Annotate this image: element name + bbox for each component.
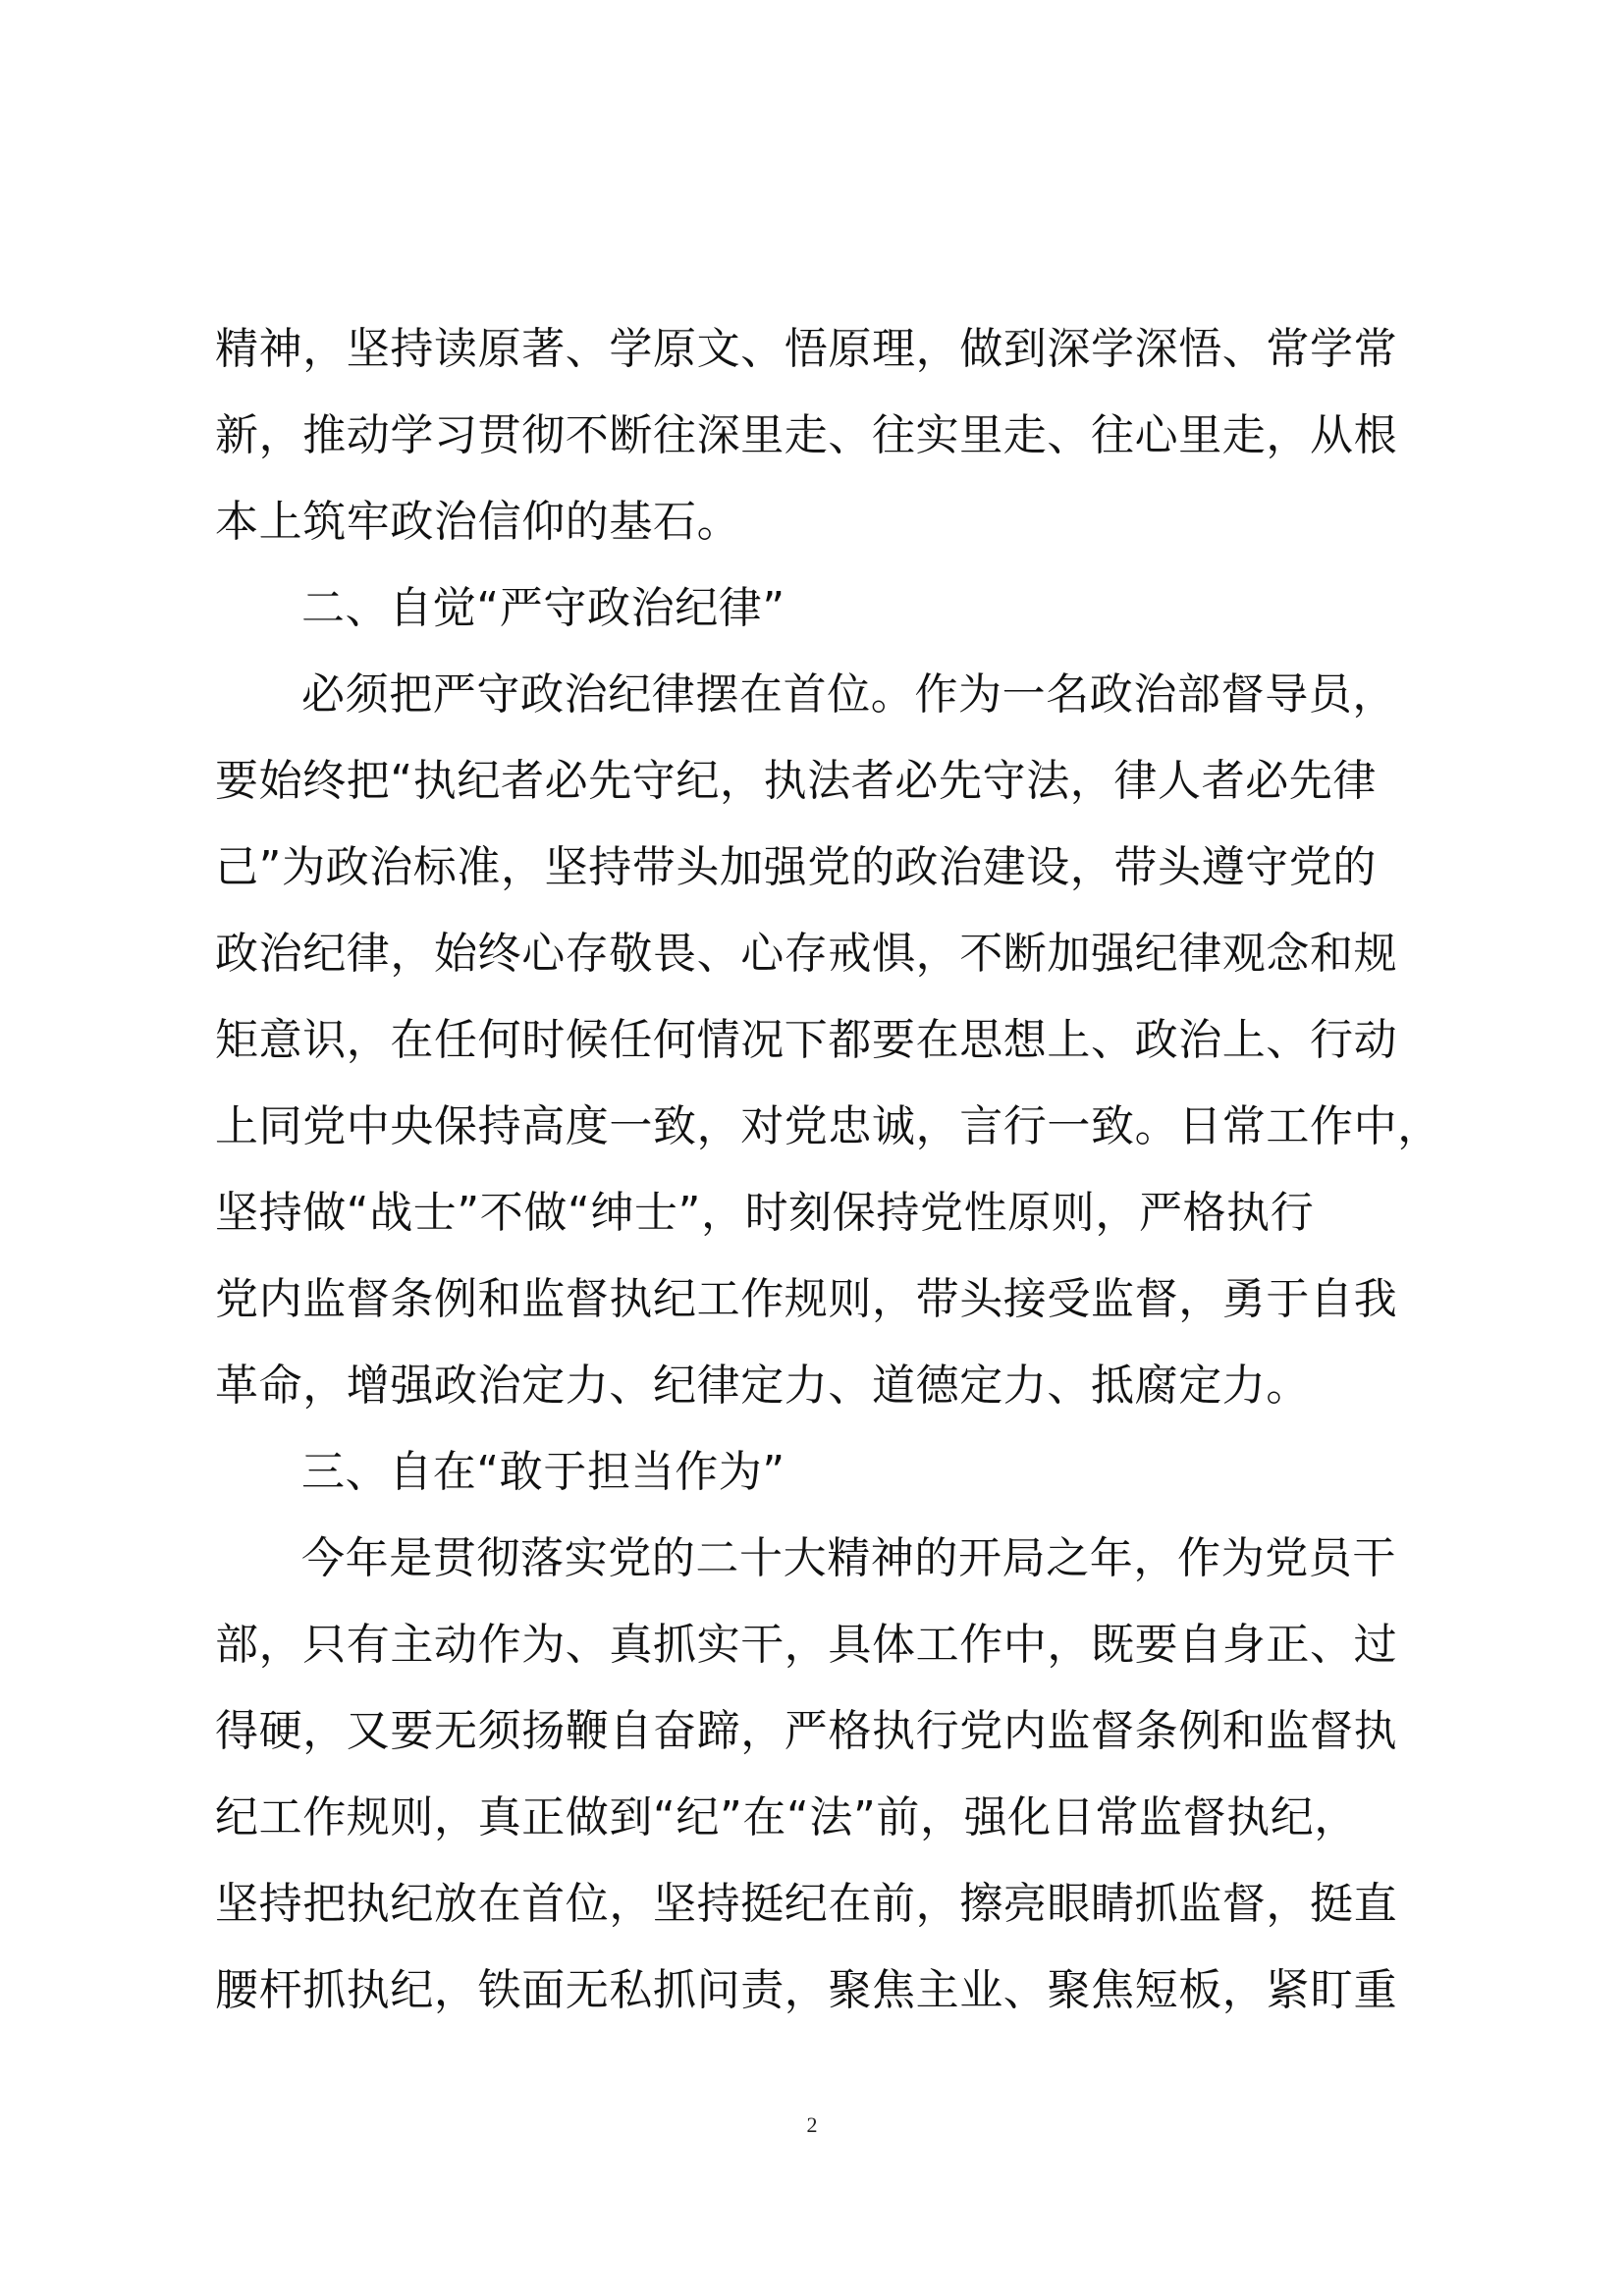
text-line-12: 党内监督条例和监督执纪工作规则，带头接受监督，勇于自我 [215, 1274, 1398, 1324]
text-line-2: 新，推动学习贯彻不断往深里走、往实里走、往心里走，从根 [215, 410, 1398, 460]
text-line-17: 得硬，又要无须扬鞭自奋蹄，严格执行党内监督条例和监督执 [215, 1706, 1398, 1756]
text-line-8: 政治纪律，始终心存敬畏、心存戒惧，不断加强纪律观念和规 [215, 929, 1398, 979]
text-line-11: 坚持做“战士”不做“绅士”，时刻保持党性原则，严格执行 [215, 1188, 1315, 1238]
text-line-19: 坚持把执纪放在首位，坚持挺纪在前，擦亮眼睛抓监督，挺直 [215, 1879, 1398, 1929]
text-line-5: 必须把严守政治纪律摆在首位。作为一名政治部督导员， [301, 669, 1396, 720]
text-line-3: 本上筑牢政治信仰的基石。 [215, 497, 741, 547]
page-number: 2 [806, 2112, 818, 2137]
section-heading-3: 三、自在“敢于担当作为” [301, 1447, 785, 1497]
text-line-13: 革命，增强政治定力、纪律定力、道德定力、抵腐定力。 [215, 1361, 1310, 1411]
text-line-1: 精神，坚持读原著、学原文、悟原理，做到深学深悟、常学常 [215, 324, 1398, 374]
text-line-18: 纪工作规则，真正做到“纪”在“法”前，强化日常监督执纪， [215, 1792, 1358, 1842]
text-line-6: 要始终把“执纪者必先守纪，执法者必先守法，律人者必先律 [215, 756, 1377, 806]
text-line-10: 上同党中央保持高度一致，对党忠诚，言行一致。日常工作中， [215, 1101, 1441, 1151]
section-heading-2: 二、自觉“严守政治纪律” [301, 583, 785, 633]
text-line-7: 己”为政治标准，坚持带头加强党的政治建设，带头遵守党的 [215, 842, 1377, 892]
text-line-20: 腰杆抓执纪，铁面无私抓问责，聚焦主业、聚焦短板，紧盯重 [215, 1965, 1398, 2015]
text-line-9: 矩意识，在任何时候任何情况下都要在思想上、政治上、行动 [215, 1015, 1398, 1065]
text-line-15: 今年是贯彻落实党的二十大精神的开局之年，作为党员干 [301, 1533, 1396, 1583]
text-line-16: 部，只有主动作为、真抓实干，具体工作中，既要自身正、过 [215, 1620, 1398, 1670]
